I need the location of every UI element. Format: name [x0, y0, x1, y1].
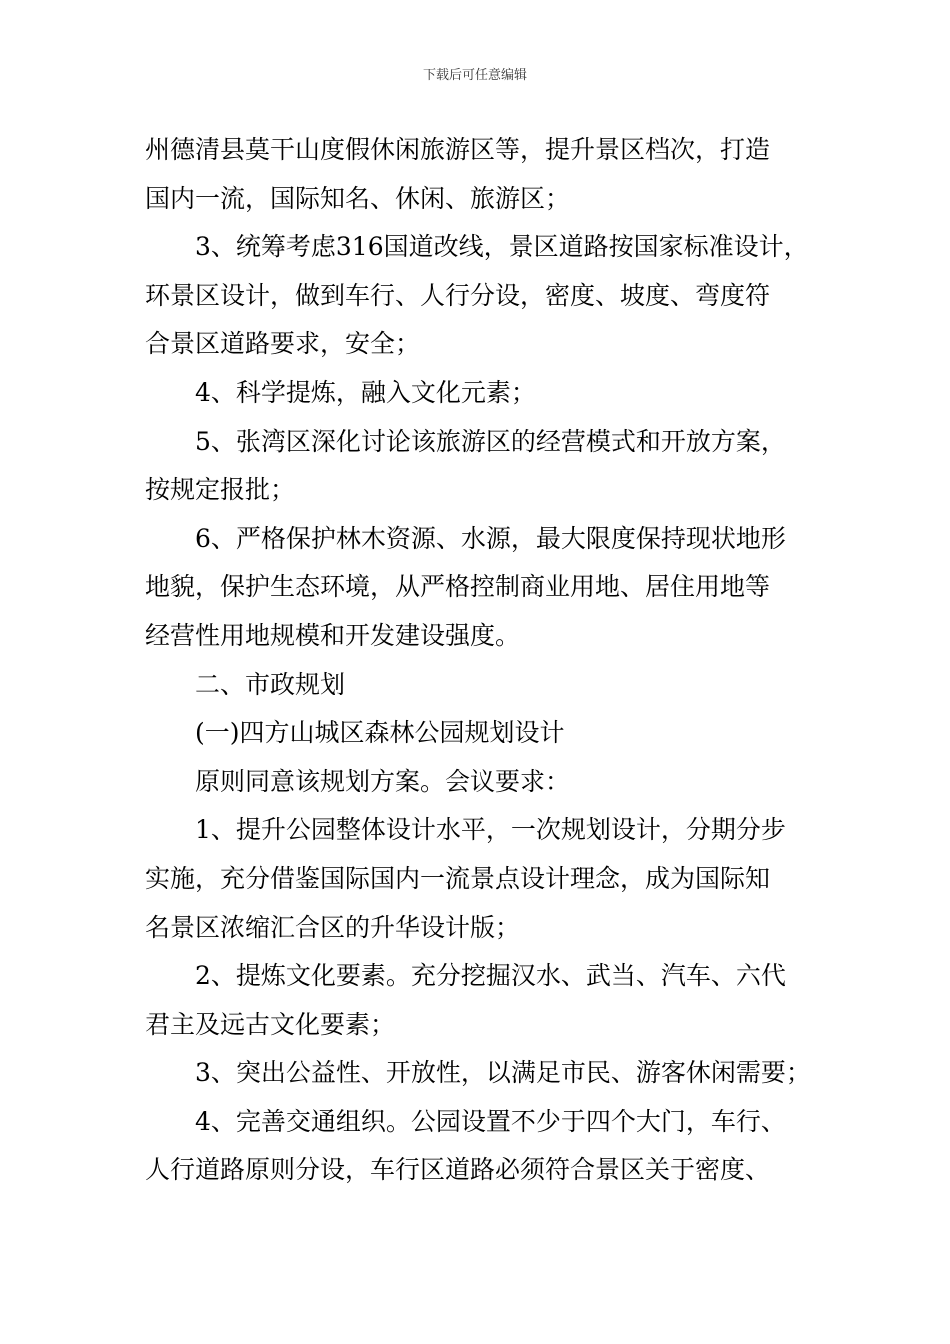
section-heading: 二、市政规划	[195, 669, 346, 699]
body-line: 4、完善交通组织。公园设置不少于四个大门，车行、	[195, 1106, 786, 1136]
document-body	[145, 126, 815, 1195]
body-line: 3、突出公益性、开放性，以满足市民、游客休闲需要；	[195, 1058, 811, 1088]
body-line: 4、科学提炼，融入文化元素；	[195, 377, 536, 407]
body-line: 6、严格保护林木资源、水源，最大限度保持现状地形	[195, 523, 786, 553]
body-line: 原则同意该规划方案。会议要求：	[195, 766, 571, 796]
body-line: 1、提升公园整体设计水平，一次规划设计，分期分步	[195, 815, 786, 845]
body-line: 人行道路原则分设，车行区道路必须符合景区关于密度、	[145, 1155, 771, 1185]
body-line: 2、提炼文化要素。充分挖掘汉水、武当、汽车、六代	[195, 961, 786, 991]
body-line: 经营性用地规模和开发建设强度。	[145, 620, 521, 650]
header-note: 下载后可任意编辑	[422, 68, 527, 83]
body-line: 国内一流，国际知名、休闲、旅游区；	[145, 183, 571, 213]
subsection-heading: (一)四方山城区森林公园规划设计	[195, 718, 565, 748]
body-line: 按规定报批；	[145, 475, 296, 505]
body-line: 君主及远古文化要素；	[145, 1009, 396, 1039]
body-line: 实施，充分借鉴国际国内一流景点设计理念，成为国际知	[145, 863, 771, 893]
body-line: 环景区设计，做到车行、人行分设，密度、坡度、弯度符	[145, 280, 771, 310]
body-line: 地貌，保护生态环境，从严格控制商业用地、居住用地等	[145, 572, 771, 602]
body-line: 3、统筹考虑316国道改线，景区道路按国家标准设计，	[195, 232, 809, 262]
body-line: 名景区浓缩汇合区的升华设计版；	[145, 912, 521, 942]
body-line: 5、张湾区深化讨论该旅游区的经营模式和开放方案，	[195, 426, 786, 456]
body-line: 州德清县莫干山度假休闲旅游区等，提升景区档次，打造	[145, 135, 771, 164]
body-line: 合景区道路要求，安全；	[145, 329, 421, 359]
